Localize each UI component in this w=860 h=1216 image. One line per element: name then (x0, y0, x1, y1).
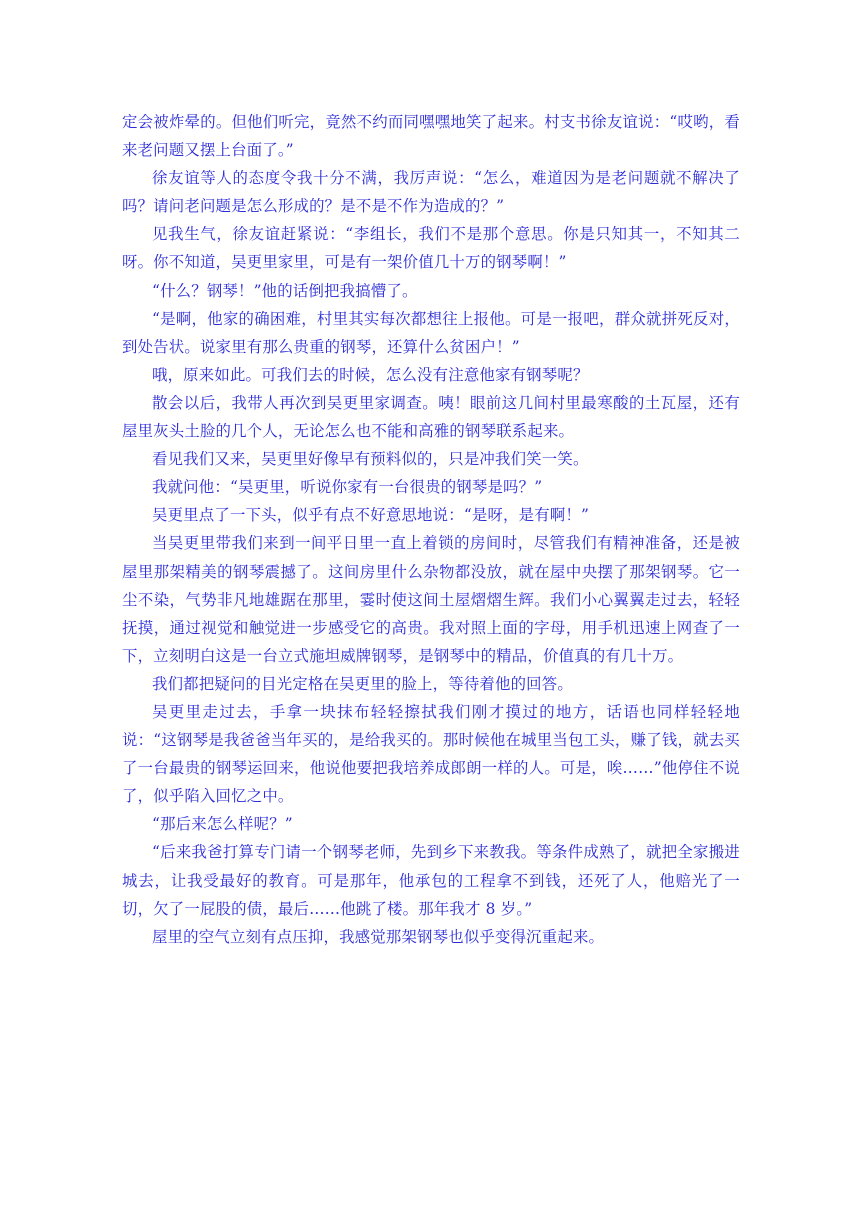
document-body (122, 108, 740, 951)
paragraph: “那后来怎么样呢？” (152, 815, 293, 834)
paragraph: 哦，原来如此。可我们去的时候，怎么没有注意他家有钢琴呢？ (152, 365, 589, 384)
paragraph: 见我生气，徐友谊赶紧说：“李组长，我们不是那个意思。你是只知其一，不知其二呀。你不知道，吴更里家里，可是有一架价值几十万的钢琴啊！” (122, 225, 740, 272)
paragraph: 吴更里走过去，手拿一块抹布轻轻擦拭我们刚才摸过的地方，话语也同样轻轻地说：“这钢琴是我爸爸当年买的，是给我买的。那时候他在城里当包工头，赚了钱，就去买了一台最贵的钢琴运回来，他说他要把我培养成郎朗一样的人。可是，唉……”他停住不说了，似乎陷入回忆之中。 (122, 702, 740, 806)
paragraph: “后来我爸打算专门请一个钢琴老师，先到乡下来教我。等条件成熟了，就把全家搬进城去，让我受最好的教育。可是那年，他承包的工程拿不到钱，还死了人，他赔光了一切，欠了一屁股的债，最后……他跳了楼。那年我才 8 岁。” (122, 843, 740, 918)
paragraph: 定会被炸晕的。但他们听完，竟然不约而同嘿嘿地笑了起来。村支书徐友谊说：“哎哟，看来老问题又摆上台面了。” (122, 113, 740, 160)
paragraph: “是啊，他家的确困难，村里其实每次都想往上报他。可是一报吧，群众就拼死反对，到处告状。说家里有那么贵重的钢琴，还算什么贫困户！” (122, 309, 740, 356)
paragraph: 看见我们又来，吴更里好像早有预料似的，只是冲我们笑一笑。 (152, 450, 589, 469)
paragraph: 徐友谊等人的态度令我十分不满，我厉声说：“怎么，难道因为是老问题就不解决了吗？请问老问题是怎么形成的？是不是不作为造成的？” (122, 169, 740, 216)
paragraph: 散会以后，我带人再次到吴更里家调查。咦！眼前这几间村里最寒酸的土瓦屋，还有屋里灰头土脸的几个人，无论怎么也不能和高雅的钢琴联系起来。 (122, 393, 740, 441)
paragraph: “什么？钢琴！”他的话倒把我搞懵了。 (152, 281, 418, 300)
paragraph: 我们都把疑问的目光定格在吴更里的脸上，等待着他的回答。 (152, 674, 573, 693)
paragraph: 当吴更里带我们来到一间平日里一直上着锁的房间时，尽管我们有精神准备，还是被屋里那架精美的钢琴震撼了。这间房里什么杂物都没放，就在屋中央摆了那架钢琴。它一尘不染，气势非凡地雄踞在那里，霎时使这间土屋熠熠生辉。我们小心翼翼走过去，轻轻抚摸，通过视觉和触觉进一步感受它的高贵。我对照上面的字母，用手机迅速上网查了一下，立刻明白这是一台立式施坦威牌钢琴，是钢琴中的精品，价值真的有几十万。 (122, 534, 740, 665)
paragraph: 吴更里点了一下头，似乎有点不好意思地说：“是呀，是有啊！” (152, 506, 590, 525)
paragraph: 屋里的空气立刻有点压抑，我感觉那架钢琴也似乎变得沉重起来。 (152, 927, 605, 946)
paragraph: 我就问他：“吴更里，听说你家有一台很贵的钢琴是吗？” (152, 478, 543, 497)
